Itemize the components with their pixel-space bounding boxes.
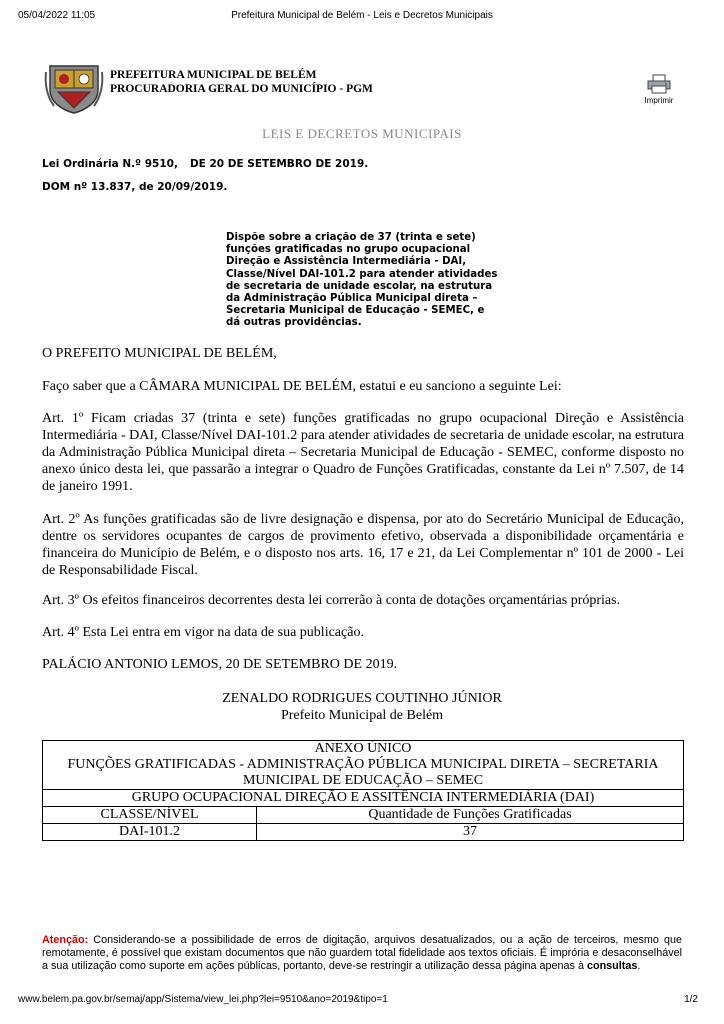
disclaimer-emphasis: consultas xyxy=(586,960,638,972)
disclaimer-text: Considerando-se a possibilidade de erros de digitação, arquivos desatualizados, ou a ação de terceiros, mesmo que remotamente, é possível que existam documentos que não guardem total fidelidade aos textos oficiais. É imprória e desaconselhável a sua utilização como suporte em ações públicas, portanto, deve-se restringir a utilização dessa página apenas à xyxy=(42,934,682,972)
signature-block xyxy=(0,690,724,724)
article-4: Art. 4º Esta Lei entra em vigor na data de sua publicação. xyxy=(42,625,364,640)
place-and-date: PALÁCIO ANTONIO LEMOS, 20 DE SETEMBRO DE 2019. xyxy=(42,657,398,672)
law-summary: Dispõe sobre a criação de 37 (trinta e sete) funções gratificadas no grupo ocupacional Direção e Assistência Intermediária - DAI, Classe/Nível DAI-101.2 para atender atividades de secretaria de unidade escolar, na estrutura da Administração Pública Municipal direta – Secretaria Municipal de Educação - SEMEC, e dá outras providências. xyxy=(226,232,498,329)
signatory-name: ZENALDO RODRIGUES COUTINHO JÚNIOR xyxy=(222,691,502,706)
article-3: Art. 3º Os efeitos financeiros decorrentes desta lei correrão à conta de dotações orçamentárias próprias. xyxy=(42,593,621,608)
annex-group: GRUPO OCUPACIONAL DIREÇÃO E ASSITÊNCIA INTERMEDIÁRIA (DAI) xyxy=(43,790,684,807)
annex-table xyxy=(42,740,684,841)
signatory-role: Prefeito Municipal de Belém xyxy=(280,708,444,723)
section-title: LEIS E DECRETOS MUNICIPAIS xyxy=(262,126,462,141)
org-line-1: PREFEITURA MUNICIPAL DE BELÉM xyxy=(110,69,317,81)
print-datetime: 05/04/2022 11:05 xyxy=(18,10,96,21)
annex-title: ANEXO ÚNICO xyxy=(314,741,412,756)
print-label: Imprimir xyxy=(644,96,674,105)
preamble-enactment: Faço saber que a CÂMARA MUNICIPAL DE BELÉM, estatui e eu sanciono a seguinte Lei: xyxy=(42,379,562,394)
law-number: Lei Ordinária N.º 9510, xyxy=(42,158,178,170)
annex-subtitle: FUNÇÕES GRATIFICADAS - ADMINISTRAÇÃO PÚBLICA MUNICIPAL DIRETA – SECRETARIA MUNICIPAL DE EDUCAÇÃO – SEMEC xyxy=(67,757,659,788)
print-title: Prefeitura Municipal de Belém - Leis e Decretos Municipais xyxy=(231,10,493,21)
annex-group-row xyxy=(43,790,684,807)
annex-quantity-cell: 37 xyxy=(257,824,684,841)
annex-title-row xyxy=(43,741,684,790)
org-line-2: PROCURADORIA GERAL DO MUNICÍPIO - PGM xyxy=(110,83,373,95)
annex-classe-cell: DAI-101.2 xyxy=(43,824,257,841)
article-2: Art. 2º As funções gratificadas são de livre designação e dispensa, por ato do Secretário Municipal de Educação, dentre os servidores ocupantes de cargos de provimento efetivo, observada a disponibilidade orçamentária e financeira do Município de Belém, e o disposto nos arts. 16, 17 e 21, da Lei Complementar nº 101 de 2000 - Lei de Responsabilidade Fiscal. xyxy=(42,512,684,578)
municipal-coat-of-arms-icon xyxy=(44,62,104,114)
organization-name xyxy=(110,68,373,96)
annex-col-classe-header: CLASSE/NÍVEL xyxy=(43,807,257,824)
print-button[interactable] xyxy=(640,74,678,105)
annex-title-cell xyxy=(43,741,684,790)
preamble-addressee: O PREFEITO MUNICIPAL DE BELÉM, xyxy=(42,346,277,361)
law-date: DE 20 DE SETEMBRO DE 2019. xyxy=(189,158,369,170)
disclaimer xyxy=(42,934,682,973)
disclaimer-end: . xyxy=(637,960,641,972)
table-row xyxy=(43,824,684,841)
annex-col-quantity-header: Quantidade de Funções Gratificadas xyxy=(257,807,684,824)
article-1: Art. 1º Ficam criadas 37 (trinta e sete) funções gratificadas no grupo ocupacional Direção e Assistência Intermediária - DAI, Classe/Nível DAI-101.2 para atender atividades de secretaria de unidade escolar, na estrutura da Administração Pública Municipal direta – Secretaria Municipal de Educação - SEMEC, conforme disposto no anexo único desta lei, que passarão a integrar o Quadro de Funções Gratificadas, constante da Lei nº 7.507, de 14 de janeiro 1991. xyxy=(42,411,684,494)
disclaimer-label: Atenção: xyxy=(42,934,89,946)
dom-reference: DOM nº 13.837, de 20/09/2019. xyxy=(42,181,228,193)
page-url: www.belem.pa.gov.br/semaj/app/Sistema/view_lei.php?lei=9510&ano=2019&tipo=1 xyxy=(18,994,388,1005)
printer-icon xyxy=(646,74,672,94)
law-identifier xyxy=(42,158,368,170)
annex-header-row xyxy=(43,807,684,824)
page-number: 1/2 xyxy=(684,994,698,1005)
